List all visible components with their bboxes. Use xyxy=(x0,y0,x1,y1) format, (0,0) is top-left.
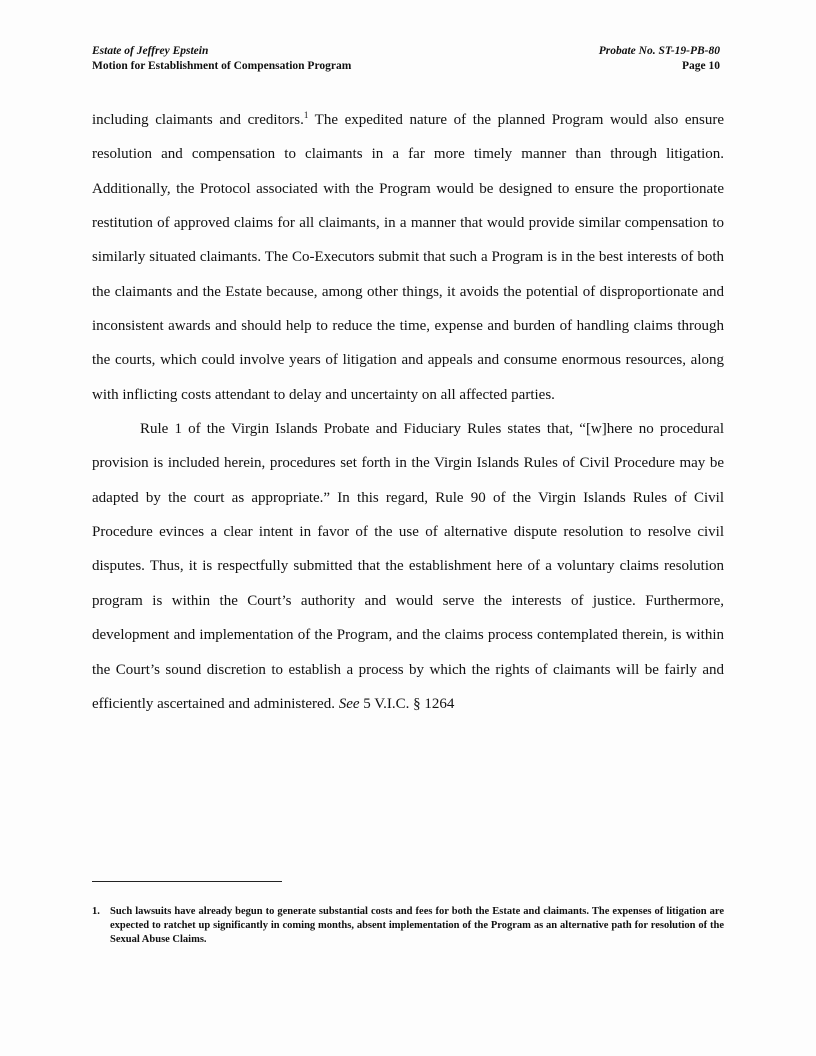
body-text xyxy=(92,103,724,721)
footnote xyxy=(92,905,724,947)
page-header-left xyxy=(92,44,351,74)
paragraph-1-start: including claimants and creditors. xyxy=(92,112,304,128)
page-header-right xyxy=(599,44,720,74)
footnote-marker: 1 xyxy=(303,110,309,120)
citation: 5 V.I.C. § 1264 xyxy=(359,695,455,712)
case-caption: Estate of Jeffrey Epstein xyxy=(92,45,209,57)
citation-signal: See xyxy=(338,695,360,712)
probate-number: Probate No. ST-19-PB-80 xyxy=(598,45,720,57)
footnote-text: Such lawsuits have already begun to generate substantial costs and fees for both the Estate and claimants. The expenses of litigation are expected to ratchet up significantly in coming months, absent implementation of the Program as an alternative path for resolution of the Sexual Abuse Claims. xyxy=(110,906,724,945)
paragraph-2 xyxy=(92,412,724,721)
paragraph-1-rest: The expedited nature of the planned Program would also ensure resolution and compensation to claimants in a far more timely manner than through litigation. Additionally, the Protocol associated with the Program would be designed to ensure the proportionate restitution of approved claims for all claimants, in a manner that would provide similar compensation to similarly situated claimants. The Co-Executors submit that such a Program is in the best interests of both the claimants and the Estate because, among other things, it avoids the potential of disproportionate and inconsistent awards and should help to reduce the time, expense and burden of handling claims through the courts, which could involve years of litigation and appeals and consume enormous resources, along with inflicting costs attendant to delay and uncertainty on all affected parties. xyxy=(92,112,724,403)
footnote-number: 1. xyxy=(92,906,100,917)
document-title: Motion for Establishment of Compensation Program xyxy=(92,60,352,72)
page-number: Page 10 xyxy=(681,60,720,72)
paragraph-2-text: Rule 1 of the Virgin Islands Probate and Fiduciary Rules states that, “[w]here no procedural provision is included herein, procedures set forth in the Virgin Islands Rules of Civil Procedure may be adapted by the court as appropriate.” In this regard, Rule 90 of the Virgin Islands Rules of Civil Procedure evinces a clear intent in favor of the use of alternative dispute resolution to resolve civil disputes. Thus, it is respectfully submitted that the establishment here of a voluntary claims resolution program is within the Court’s authority and would serve the interests of justice. Furthermore, development and implementation of the Program, and the claims process contemplated therein, is within the Court’s sound discretion to establish a process by which the rights of claimants will be fairly and efficiently ascertained and administered. xyxy=(92,421,724,712)
paragraph-1 xyxy=(92,103,724,412)
footnote-divider xyxy=(92,881,282,882)
